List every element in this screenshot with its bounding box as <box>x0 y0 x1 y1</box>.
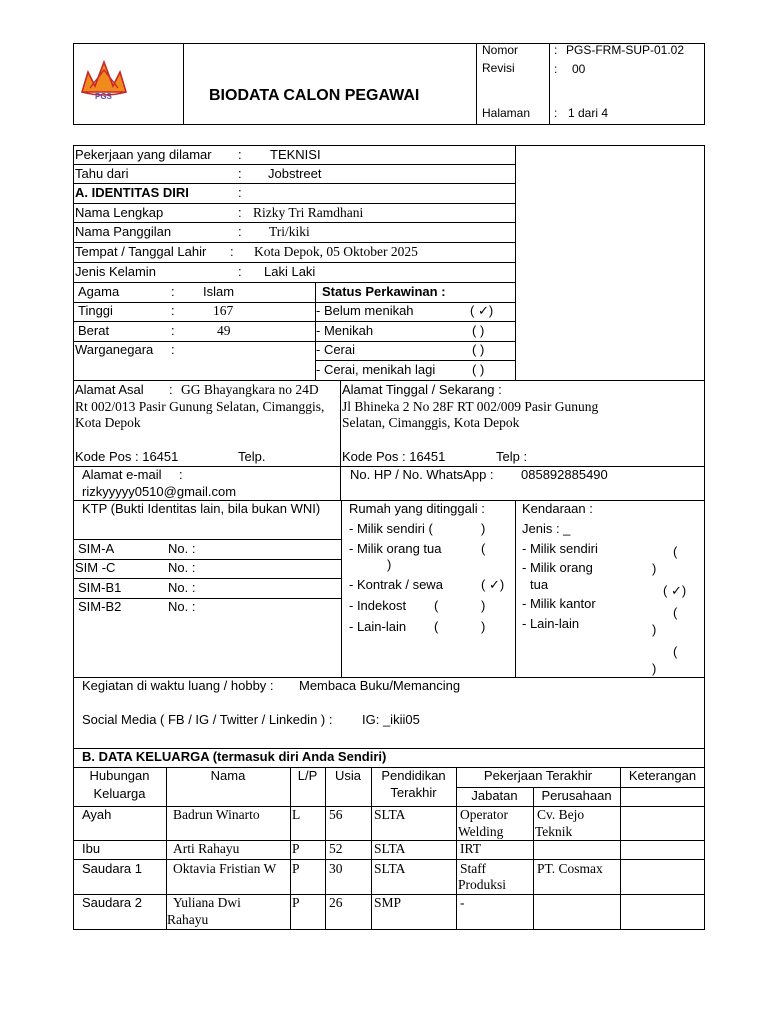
ktp-title: KTP (Bukti Identitas lain, bila bukan WNI) <box>82 501 321 516</box>
row-line <box>73 380 705 381</box>
status-title: Status Perkawinan : <box>322 284 446 299</box>
row-line <box>73 321 515 322</box>
nama-panggilan-value[interactable]: Tri/kiki <box>269 224 310 239</box>
revisi-sep: : <box>554 62 558 76</box>
row2-jabatan[interactable]: IRT <box>460 841 481 856</box>
alamat-asal-line1[interactable]: GG Bhayangkara no 24D <box>181 382 319 397</box>
alamat-asal-line2[interactable]: Rt 002/013 Pasir Gunung Selatan, Cimanggis, <box>75 399 325 414</box>
simb1-no[interactable]: No. : <box>168 580 196 595</box>
row4-pendidikan[interactable]: SMP <box>374 895 402 910</box>
row4-jabatan[interactable]: - <box>460 895 465 910</box>
header-divider-meta <box>476 43 477 125</box>
tinggi-value[interactable]: 167 <box>213 303 234 318</box>
row4-nama-2[interactable]: Rahayu <box>167 912 209 927</box>
alamat-asal-kodepos: Kode Pos : 16451 <box>75 449 179 464</box>
rumah-indekost-open[interactable]: ( <box>434 598 439 613</box>
rumah-lain-close[interactable]: ) <box>481 619 486 634</box>
alamat-tinggal-telp: Telp : <box>496 449 528 464</box>
sima-label: SIM-A <box>78 541 115 556</box>
rumah-indekost-close[interactable]: ) <box>481 598 486 613</box>
alamat-asal-label: Alamat Asal <box>75 382 144 397</box>
rumah-indekost: - Indekost <box>349 598 407 613</box>
row-line <box>73 302 515 303</box>
nomor-sep: : <box>554 43 558 57</box>
alamat-tinggal-line2[interactable]: Selatan, Cimanggis, Kota Depok <box>342 415 520 430</box>
email-label: Alamat e-mail <box>82 467 162 482</box>
header-divider-logo <box>183 43 184 125</box>
row1-pendidikan[interactable]: SLTA <box>374 807 406 822</box>
form-title: BIODATA CALON PEGAWAI <box>209 87 420 104</box>
berat-label: Berat <box>78 323 110 338</box>
row2-lp[interactable]: P <box>292 841 300 856</box>
row3-usia[interactable]: 30 <box>329 861 343 876</box>
th-usia: Usia <box>334 768 361 783</box>
table-col-line <box>620 767 621 930</box>
row1-jabatan-2[interactable]: Welding <box>458 824 504 839</box>
nama-lengkap-value[interactable]: Rizky Tri Ramdhani <box>253 205 364 220</box>
row1-nama[interactable]: Badrun Winarto <box>173 807 260 822</box>
keluarga-title: B. DATA KELUARGA (termasuk diri Anda Sendiri) <box>82 749 387 764</box>
th-pekerjaan: Pekerjaan Terakhir <box>483 768 593 783</box>
table-col-line <box>325 767 326 930</box>
rumah-kontrak: - Kontrak / sewa <box>349 577 443 592</box>
row1-hubungan: Ayah <box>82 807 112 822</box>
kendaraan-title: Kendaraan : <box>522 501 593 516</box>
row-line <box>73 262 515 263</box>
halaman-label: Halaman <box>482 106 531 120</box>
kendaraan-lain-close[interactable]: ) <box>652 661 657 676</box>
email-sep: : <box>179 467 183 482</box>
ttl-sep: : <box>230 244 234 259</box>
jk-label: Jenis Kelamin <box>75 264 156 279</box>
tahu-sep: : <box>238 166 242 181</box>
alamat-divider <box>340 380 341 466</box>
th-lp: L/P <box>297 768 318 783</box>
kegiatan-label: Kegiatan di waktu luang / hobby : <box>82 678 274 693</box>
row2-nama[interactable]: Arti Rahayu <box>173 841 240 856</box>
row3-hubungan: Saudara 1 <box>82 861 142 876</box>
pekerjaan-value[interactable]: TEKNISI <box>270 147 321 162</box>
status-cerai: - Cerai <box>316 342 356 357</box>
ttl-label: Tempat / Tanggal Lahir <box>75 244 207 259</box>
rumah-lain-open[interactable]: ( <box>434 619 439 634</box>
row3-perusahaan[interactable]: PT. Cosmax <box>537 861 603 876</box>
hp-label: No. HP / No. WhatsApp : <box>350 467 494 482</box>
revisi-label: Revisi <box>482 61 515 75</box>
row3-pendidikan[interactable]: SLTA <box>374 861 406 876</box>
th-pendidikan-1: Pendidikan <box>381 768 446 783</box>
rumah-milik-sendiri-close[interactable]: ) <box>481 521 486 536</box>
row2-hubungan: Ibu <box>82 841 101 856</box>
th-perusahaan: Perusahaan <box>541 788 612 803</box>
kendaraan-milik-sendiri: - Milik sendiri <box>522 541 598 556</box>
kendaraan-jenis[interactable]: Jenis : _ <box>522 521 571 536</box>
warga-sep: : <box>171 342 175 357</box>
rumah-milik-ortu: - Milik orang tua <box>349 541 442 556</box>
status-menikah: - Menikah <box>316 323 374 338</box>
photo-divider <box>515 145 516 380</box>
nomor-value: PGS-FRM-SUP-01.02 <box>566 43 685 57</box>
agama-label: Agama <box>78 284 120 299</box>
nama-lengkap-label: Nama Lengkap <box>75 205 164 220</box>
row4-nama[interactable]: Yuliana Dwi <box>173 895 241 910</box>
alamat-tinggal-label: Alamat Tinggal / Sekarang : <box>342 382 502 397</box>
nama-panggilan-label: Nama Panggilan <box>75 224 172 239</box>
kendaraan-milik-ortu-checkbox[interactable]: ( ✓) <box>663 583 687 598</box>
kendaraan-milik-ortu-2: tua <box>530 577 549 592</box>
status-cerai-lagi: - Cerai, menikah lagi <box>316 362 436 377</box>
row-line <box>73 578 341 579</box>
simb1-label: SIM-B1 <box>78 580 122 595</box>
alamat-asal-line3[interactable]: Kota Depok <box>75 415 141 430</box>
th-keterangan: Keterangan <box>628 768 697 783</box>
header-divider-meta-sep <box>549 43 550 125</box>
identitas-sep: : <box>238 185 242 200</box>
kendaraan-lain-open[interactable]: ( <box>673 644 678 659</box>
rumah-lain: - Lain-lain <box>349 619 407 634</box>
jk-sep: : <box>238 264 242 279</box>
row1-usia[interactable]: 56 <box>329 807 343 822</box>
tahu-label: Tahu dari <box>75 166 129 181</box>
status-cerai-lagi-checkbox[interactable]: ( ) <box>472 362 485 377</box>
tahu-value[interactable]: Jobstreet <box>268 166 322 181</box>
warga-label: Warganegara <box>75 342 154 357</box>
row2-usia[interactable]: 52 <box>329 841 343 856</box>
ttl-value[interactable]: Kota Depok, 05 Oktober 2025 <box>254 244 418 259</box>
th-nama: Nama <box>210 768 246 783</box>
simb2-label: SIM-B2 <box>78 599 122 614</box>
row3-nama[interactable]: Oktavia Fristian W <box>173 861 277 876</box>
alamat-tinggal-line1[interactable]: Jl Bhineka 2 No 28F RT 002/009 Pasir Gunung <box>342 399 599 414</box>
row1-perusahaan-2[interactable]: Teknik <box>535 824 573 839</box>
rumah-kontrak-checkbox[interactable]: ( ✓) <box>481 577 505 592</box>
row4-usia[interactable]: 26 <box>329 895 343 910</box>
ktp-divider <box>341 500 342 677</box>
row-line <box>73 859 705 860</box>
kegiatan-value[interactable]: Membaca Buku/Memancing <box>299 678 461 693</box>
row4-hubungan: Saudara 2 <box>82 895 142 910</box>
row2-pendidikan[interactable]: SLTA <box>374 841 406 856</box>
logo-text: PGS <box>95 92 112 101</box>
pekerjaan-sep: : <box>238 147 242 162</box>
th-hubungan-1: Hubungan <box>89 768 150 783</box>
kendaraan-lain: - Lain-lain <box>522 616 580 631</box>
th-pendidikan-2: Terakhir <box>390 785 437 800</box>
kendaraan-milik-ortu: - Milik orang <box>522 560 593 575</box>
rumah-title: Rumah yang ditinggali : <box>349 501 485 516</box>
status-cerai-checkbox[interactable]: ( ) <box>472 342 485 357</box>
kendaraan-milik-kantor: - Milik kantor <box>522 596 596 611</box>
row3-jabatan-2[interactable]: Produksi <box>458 877 507 892</box>
th-jabatan: Jabatan <box>471 788 518 803</box>
nomor-label: Nomor <box>482 43 519 57</box>
hp-value[interactable]: 085892885490 <box>521 467 608 482</box>
row1-lp[interactable]: L <box>292 807 301 822</box>
row-line <box>73 539 341 540</box>
alamat-tinggal-kodepos: Kode Pos : 16451 <box>342 449 446 464</box>
rumah-milik-sendiri: - Milik sendiri ( <box>349 521 433 536</box>
jk-value[interactable]: Laki Laki <box>264 264 316 279</box>
simb2-no[interactable]: No. : <box>168 599 196 614</box>
row1-jabatan[interactable]: Operator <box>460 807 508 822</box>
sima-no[interactable]: No. : <box>168 541 196 556</box>
row-line <box>73 203 515 204</box>
row-line <box>315 360 515 361</box>
row3-jabatan[interactable]: Staff <box>460 861 486 876</box>
tinggi-sep: : <box>171 303 175 318</box>
halaman-sep: : <box>554 106 558 120</box>
status-belum: - Belum menikah <box>316 303 414 318</box>
nama-panggilan-sep: : <box>238 224 242 239</box>
identitas-title: A. IDENTITAS DIRI <box>75 185 189 200</box>
berat-value[interactable]: 49 <box>217 323 231 338</box>
agama-sep: : <box>171 284 175 299</box>
row-line <box>73 282 515 283</box>
tinggi-label: Tinggi <box>78 303 113 318</box>
kendaraan-milik-kantor-open[interactable]: ( <box>673 605 678 620</box>
alamat-asal-sep: : <box>169 382 173 397</box>
kontak-divider <box>340 466 341 500</box>
row-line <box>73 183 515 184</box>
sosmed-value[interactable]: IG: _ikii05 <box>362 712 420 727</box>
alamat-asal-telp: Telp. <box>238 449 266 464</box>
revisi-value: 00 <box>572 62 586 76</box>
nama-lengkap-sep: : <box>238 205 242 220</box>
halaman-value: 1 dari 4 <box>568 106 609 120</box>
company-logo <box>78 58 130 104</box>
status-belum-checkbox[interactable]: ( ✓) <box>470 303 494 318</box>
pekerjaan-label: Pekerjaan yang dilamar <box>75 147 212 162</box>
row3-lp[interactable]: P <box>292 861 300 876</box>
table-col-line <box>290 767 291 930</box>
kendaraan-milik-sendiri-open[interactable]: ( <box>673 544 678 559</box>
th-hubungan-2: Keluarga <box>93 786 146 801</box>
simc-no[interactable]: No. : <box>168 560 196 575</box>
agama-value[interactable]: Islam <box>203 284 235 299</box>
rumah-milik-ortu-close[interactable]: ) <box>387 557 392 572</box>
table-col-line <box>166 767 167 930</box>
row1-perusahaan[interactable]: Cv. Bejo <box>537 807 585 822</box>
simc-label: SIM -C <box>75 560 116 575</box>
row4-lp[interactable]: P <box>292 895 300 910</box>
row-line <box>73 222 515 223</box>
kendaraan-milik-kantor-close[interactable]: ) <box>652 622 657 637</box>
kendaraan-milik-sendiri-close[interactable]: ) <box>652 561 657 576</box>
email-value[interactable]: rizkyyyyy0510@gmail.com <box>82 484 237 499</box>
berat-sep: : <box>171 323 175 338</box>
rumah-milik-ortu-open[interactable]: ( <box>481 541 486 556</box>
row-line <box>73 242 515 243</box>
kendaraan-divider <box>515 500 516 677</box>
status-menikah-checkbox[interactable]: ( ) <box>472 323 485 338</box>
row-line <box>73 164 515 165</box>
sosmed-label: Social Media ( FB / IG / Twitter / Linkedin ) : <box>82 712 333 727</box>
